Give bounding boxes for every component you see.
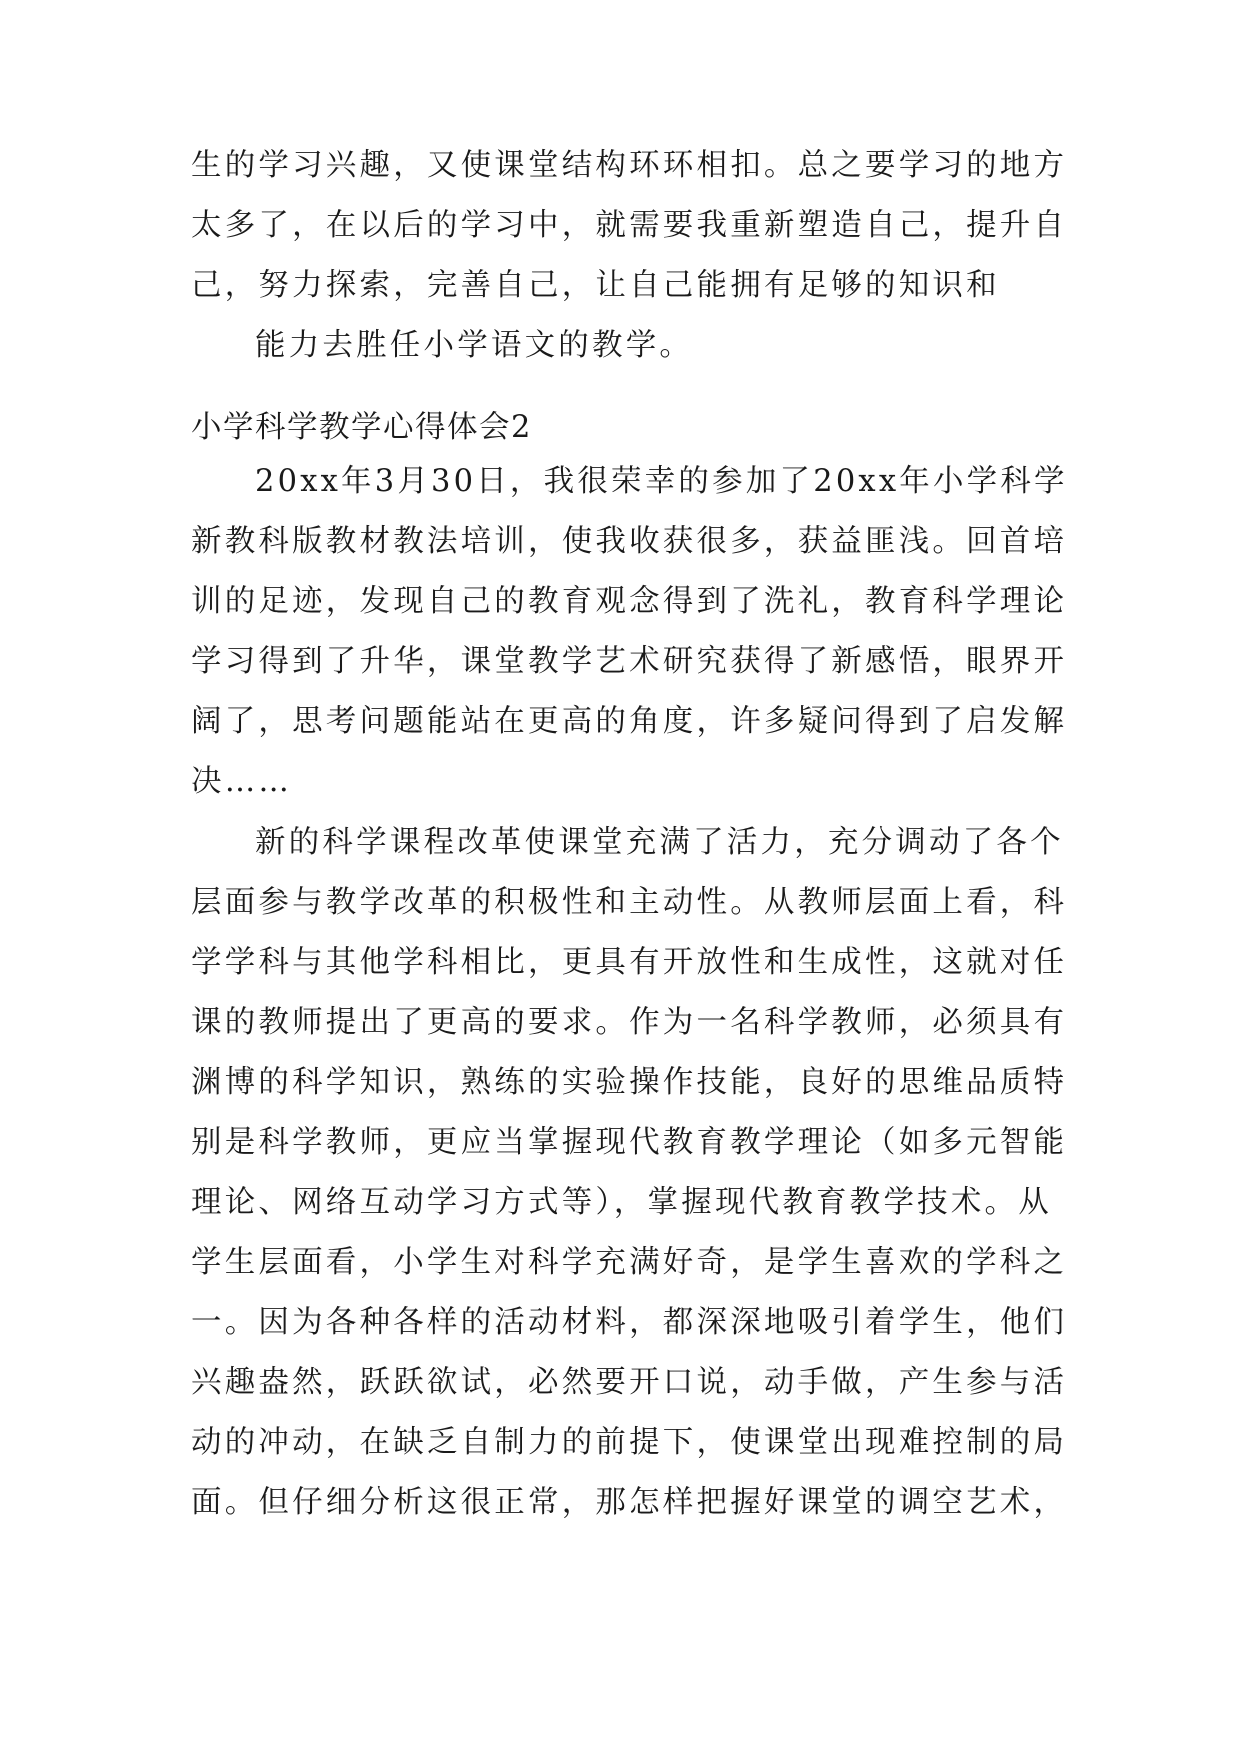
text-line: 课的教师提出了更高的要求。作为一名科学教师，必须具有 [191,1005,1068,1040]
text-line: 太多了，在以后的学习中，就需要我重新塑造自己，提升自 [191,208,1068,243]
section-heading: 小学科学教学心得体会2 [191,410,532,445]
text-line: 20xx年3月30日，我很荣幸的参加了20xx年小学科学 [255,464,1068,499]
text-line: 层面参与教学改革的积极性和主动性。从教师层面上看，科 [191,885,1068,920]
text-line: 兴趣盎然，跃跃欲试，必然要开口说，动手做，产生参与活 [191,1365,1068,1400]
text-line: 新教科版教材教法培训，使我收获很多，获益匪浅。回首培 [191,524,1068,559]
text-line: 己，努力探索，完善自己，让自己能拥有足够的知识和 [191,268,1000,303]
text-line: 面。但仔细分析这很正常，那怎样把握好课堂的调空艺术， [191,1485,1068,1520]
text-line: 学学科与其他学科相比，更具有开放性和生成性，这就对任 [191,945,1068,980]
paragraph2 [191,813,1068,1533]
text-line: 能力去胜任小学语文的教学。 [255,328,694,363]
text-line: 理论、网络互动学习方式等），掌握现代教育教学技术。从 [191,1185,1052,1220]
text-line: 学习得到了升华，课堂教学艺术研究获得了新感悟，眼界开 [191,644,1068,679]
text-line: 动的冲动，在缺乏自制力的前提下，使课堂出现难控制的局 [191,1425,1068,1460]
text-line: 训的足迹，发现自己的教育观念得到了洗礼，教育科学理论 [191,584,1068,619]
text-line: 阔了，思考问题能站在更高的角度，许多疑问得到了启发解 [191,704,1068,739]
text-line: 决…… [191,764,293,799]
paragraph1 [191,452,1068,812]
text-line: 新的科学课程改革使课堂充满了活力，充分调动了各个 [255,825,1064,860]
text-line: 渊博的科学知识，熟练的实验操作技能，良好的思维品质特 [191,1065,1068,1100]
text-line: 别是科学教师，更应当掌握现代教育教学理论（如多元智能 [191,1125,1068,1160]
text-line: 学生层面看，小学生对科学充满好奇，是学生喜欢的学科之 [191,1245,1068,1280]
text-line: 生的学习兴趣，又使课堂结构环环相扣。总之要学习的地方 [191,148,1068,183]
section1-text [191,136,1068,376]
text-line: 一。因为各种各样的活动材料，都深深地吸引着学生，他们 [191,1305,1068,1340]
